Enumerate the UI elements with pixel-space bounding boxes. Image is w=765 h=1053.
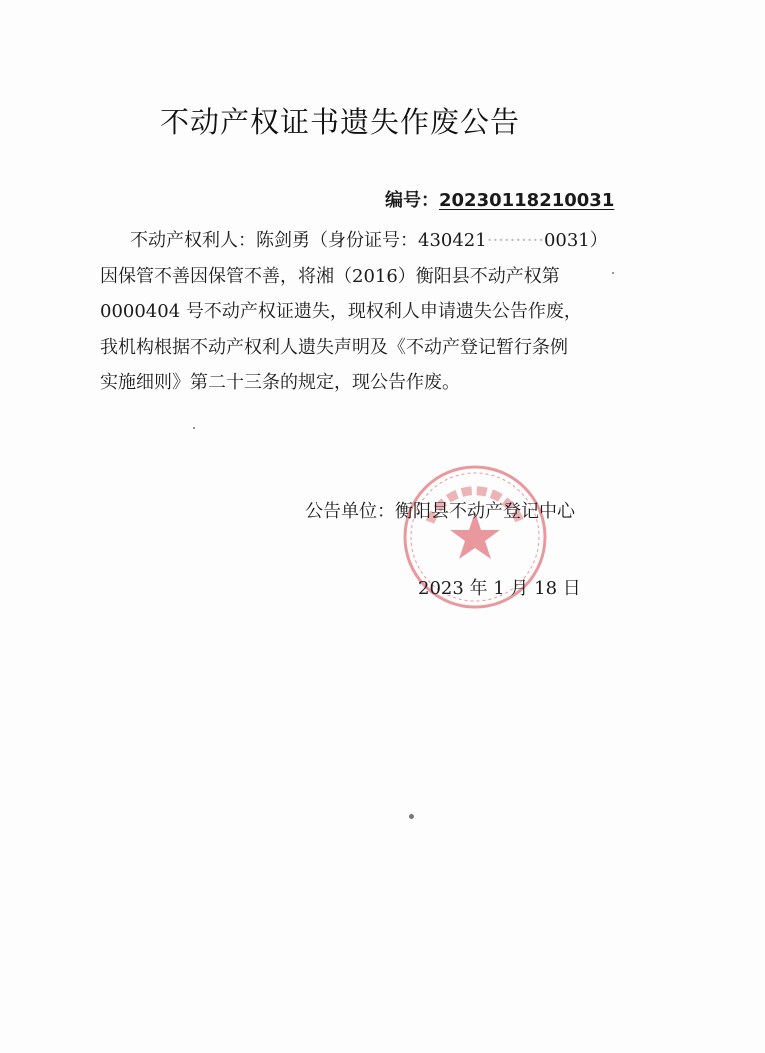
body-line-5: 实施细则》第二十三条的规定，现公告作废。	[100, 372, 460, 393]
notice-title: 不动产权证书遗失作废公告	[160, 105, 521, 139]
notice-date: 2023 年 1 月 18 日	[418, 578, 581, 599]
body-line-4: 我机构根据不动产权利人遗失声明及《不动产登记暂行条例	[100, 336, 568, 358]
notice-number-label: 编号：	[385, 190, 439, 211]
notice-body	[100, 223, 635, 401]
id-number-redacted: ··········	[486, 230, 544, 251]
body-line-1	[100, 223, 635, 259]
scan-speck	[193, 427, 195, 429]
notice-number-value: 20230118210031	[439, 190, 615, 211]
id-number-tail: 0031）	[543, 230, 608, 251]
body-line-2: 因保管不善因保管不善，将湘（2016）衡阳县不动产权第	[100, 265, 560, 287]
notice-number	[385, 186, 614, 212]
scan-speck	[409, 814, 414, 819]
publisher: 公告单位：衡阳县不动产登记中心	[305, 501, 575, 522]
scan-speck	[612, 272, 614, 274]
body-line-3: 0000404 号不动产权证遗失，现权利人申请遗失公告作废，	[100, 301, 582, 322]
body-line-1-text: 不动产权利人：陈剑勇（身份证号：430421	[130, 230, 487, 251]
